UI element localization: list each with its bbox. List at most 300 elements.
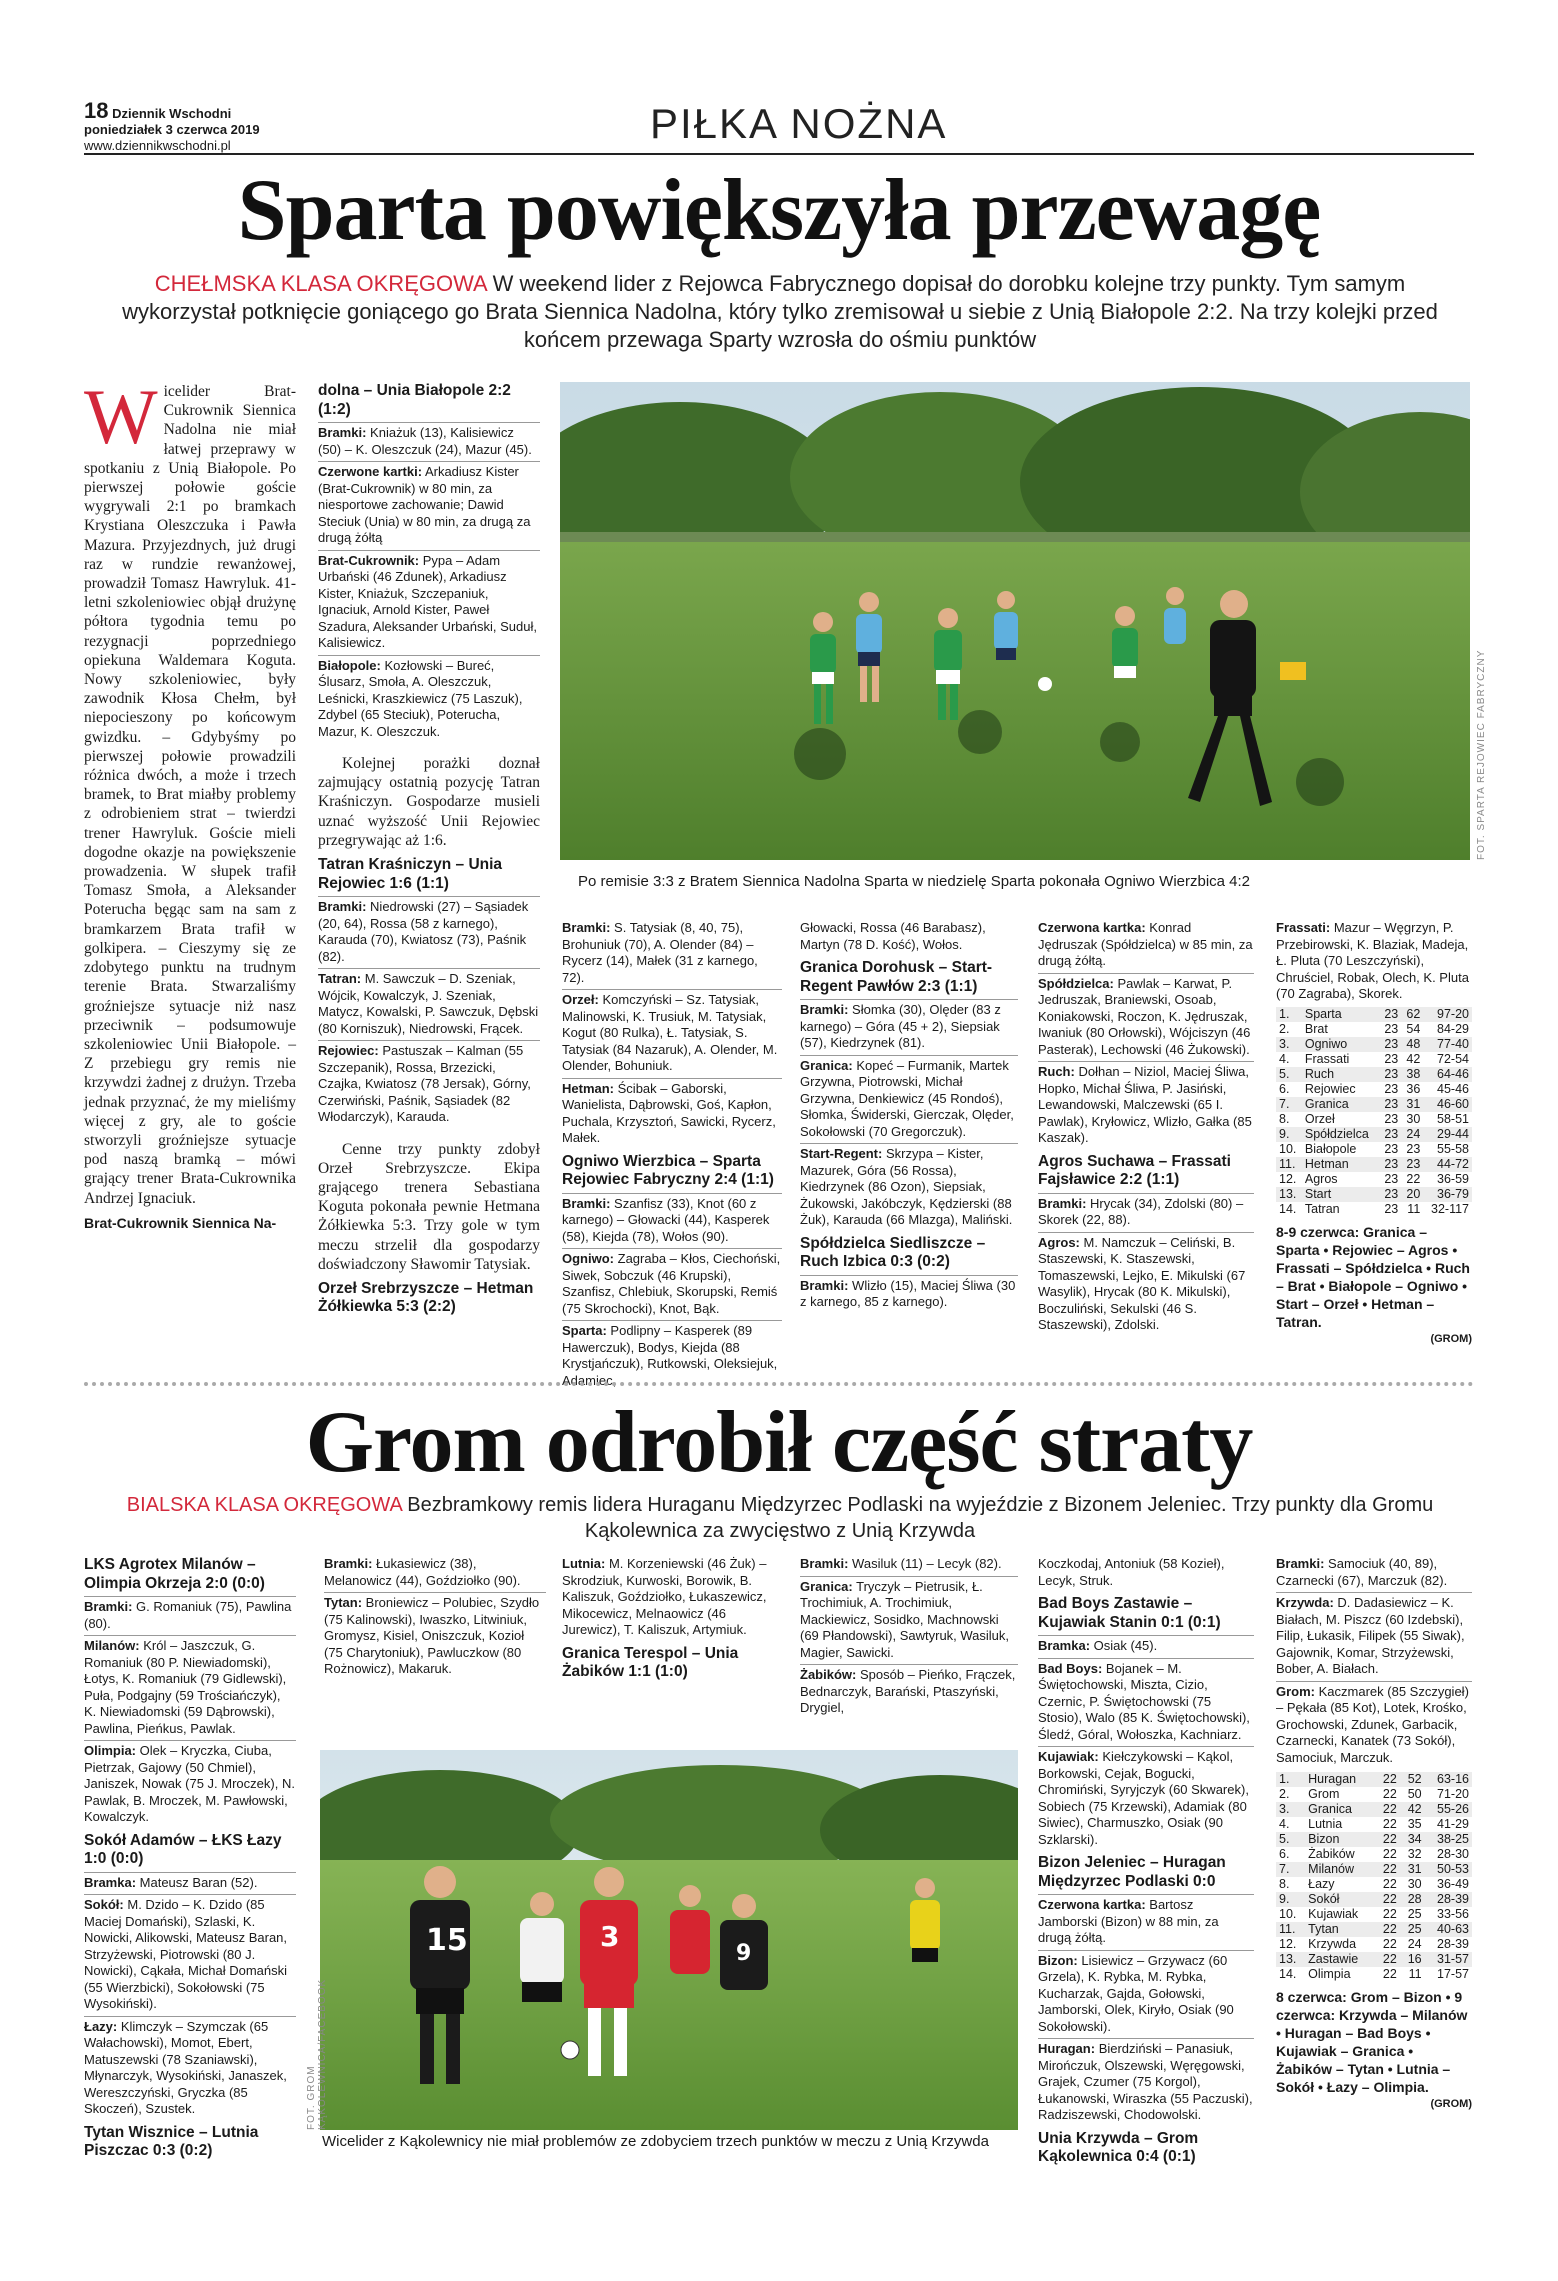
goals: Wlizło (15), Maciej Śliwa (30 z karnego, 85 z karnego).: [800, 1277, 1016, 1309]
label: Hetman:: [562, 1080, 615, 1096]
points-cell: 20: [1401, 1187, 1423, 1202]
author-sign-2: (GROM): [1430, 2098, 1472, 2110]
team-cell: Granica: [1302, 1097, 1379, 1112]
article2-headline: Grom odrobił część straty: [305, 1394, 1253, 1491]
lineup: M. Dzido – K. Dzido (85 Maciej Domański), Szlaski, K. Nowicki, Alikowski, Mateusz Baran, Strzyżewski, Piotrowski (80 J. Nowicki), Cąkała, Michał Domański (55 Wierzbicki), Sokołowski (75 Wysokiński).: [84, 1897, 288, 2011]
lineup: Kaczmarek (85 Szczygieł) – Pękała (85 Kot), Lotek, Krośko, Grochowski, Zdunek, Garbacik, Czarnecki, Kanatek (73 Sokół), Samociuk, Marczuk.: [1276, 1683, 1469, 1765]
lineup: M. Sawczuk – D. Szeniak, Wójcik, Kowalczyk, J. Szeniak, Matycz, Kowalski, P. Sawczuk, Dębski (80 Korniszuk), Niedrowski, Frącek.: [318, 971, 539, 1036]
points-cell: 30: [1407, 1877, 1422, 1891]
lineup: Podlipny – Kasperek (89 Hawerczuk), Bodys, Kiejda (88 Krystjańczuk), Rutkowski, Oleksiejuk, Adamiec,: [562, 1323, 778, 1388]
section-title: PIŁKA NOŻNA: [650, 100, 948, 147]
label: Sokół:: [84, 1897, 124, 1912]
lineup: M. Namczuk – Celiński, B. Staszewski, K. Staszewski, Tomaszewski, Lejko, E. Mikulski (67 Wasylik), Hrycak (80 K. Mikulski), Boczuliński, Sekulski (46 S. Staszewski), Zdolski.: [1038, 1234, 1246, 1332]
article2-photo-caption: Wicelider z Kąkolewnicy nie miał problemów ze zdobyciem trzech punktów w meczu z Unią Krzywda: [322, 2133, 989, 2150]
author-sign: (GROM): [1430, 1332, 1472, 1345]
team-cell: Olimpia: [1308, 1967, 1351, 1981]
pos-cell: 4.: [1279, 1817, 1290, 1831]
goals: Łukasiewicz (38), Melanowicz (44), Goździołko (90).: [324, 1556, 521, 1588]
header-rule: [84, 153, 1474, 155]
fixtures-list-1: Grom – Bizon • 9 czerwca:: [1276, 1989, 1463, 2023]
team-cell: Orzeł: [1304, 1111, 1335, 1126]
team-cell: Zastawie: [1305, 1952, 1375, 1967]
ball: [561, 2041, 579, 2059]
team-cell: Grom: [1308, 1787, 1340, 1801]
lineup: Mazur – Węgrzyn, P. Przebirowski, K. Blaziak, Madeja, Ł. Pluta (70 Leszczyński), Chruściel, Robak, Olech, K. Pluta (70 Zagraba), Skorek.: [1276, 920, 1469, 1001]
article2-col1: [84, 1556, 296, 2161]
article1-body1-tail: Brat-Cukrownik Siennica Na-: [84, 1214, 277, 1231]
pos-cell: 1.: [1276, 1772, 1305, 1787]
pos-cell: 14.: [1279, 1967, 1297, 1981]
points-cell: 54: [1406, 1021, 1421, 1036]
league-table-biala: [1276, 1772, 1472, 1982]
goals-cell: 45-46: [1437, 1081, 1469, 1096]
points-cell: 32: [1407, 1847, 1422, 1861]
team-cell: Sparta: [1302, 1007, 1379, 1022]
goals-cell: 28-39: [1425, 1892, 1472, 1907]
label: Czerwona kartka:: [1038, 1897, 1146, 1912]
pos-cell: 14.: [1279, 1201, 1297, 1216]
pos-cell: 2.: [1279, 1787, 1290, 1801]
goals-cell: 58-51: [1437, 1111, 1469, 1126]
goals-cell: 84-29: [1437, 1021, 1469, 1036]
ball: [1038, 677, 1052, 691]
goals-cell: 29-44: [1423, 1127, 1472, 1142]
team-cell: Tatran: [1304, 1201, 1340, 1216]
pos-cell: 13.: [1276, 1952, 1305, 1967]
pos-cell: 12.: [1279, 1937, 1297, 1951]
points-cell: 11: [1407, 1201, 1421, 1216]
played-cell: 22: [1382, 1817, 1397, 1831]
team-cell: Spółdzielca: [1302, 1127, 1379, 1142]
goals-cell: 28-30: [1437, 1847, 1469, 1861]
article1-headline: Sparta powiększyła przewagę: [237, 162, 1321, 259]
played-cell: 23: [1379, 1097, 1401, 1112]
team-cell: Ruch: [1302, 1067, 1379, 1082]
goals-cell: 97-20: [1423, 1007, 1472, 1022]
points-cell: 31: [1400, 1862, 1425, 1877]
points-cell: 25: [1400, 1922, 1425, 1937]
goals-cell: 36-79: [1423, 1187, 1472, 1202]
lineup: Zagraba – Kłos, Ciechoński, Siwek, Sobczuk (46 Krupski), Szanfisz, Chlebiuk, Skorupski, Remiś (75 Skrochocki), Knot, Bąk.: [562, 1251, 781, 1316]
article1-col6: [1276, 920, 1472, 1347]
goals: Kniażuk (13), Kalisiewicz (50) – K. Oleszczuk (24), Mazur (45).: [318, 425, 532, 457]
goals: Niedrowski (27) – Sąsiadek (20, 64), Rossa (58 z karnego), Karauda (70), Kwiatosz (73), Paśnik (82).: [318, 899, 529, 964]
article2-lead-text: Bezbramkowy remis lidera Huraganu Międzyrzec Podlaski na wyjeździe z Bizonem Jeleniec. Trzy punkty dla Gromu Kąkolewnica za zwycięstwo z Unią Krzywda: [407, 1494, 1434, 1542]
red-card: Bartosz Jamborski (Bizon) w 88 min, za drugą żółtą.: [1038, 1897, 1219, 1945]
goals-cell: 40-63: [1425, 1922, 1472, 1937]
points-cell: 25: [1407, 1907, 1422, 1921]
pos-cell: 7.: [1276, 1862, 1305, 1877]
goals-cell: 31-57: [1425, 1952, 1472, 1967]
table-row: [1276, 1877, 1472, 1892]
lineup: Kozłowski – Bureć, Ślusarz, Smoła, A. Oleszczuk, Leśnicki, Kraszkiewicz (75 Laszuk), Zdybel (65 Steciuk), Poterucha, Mazur, K. Oleszczuk.: [318, 657, 523, 739]
label: Bramka:: [84, 1874, 137, 1890]
pos-cell: 1.: [1276, 1007, 1302, 1022]
article1-col5: [1038, 920, 1254, 1334]
table-row: [1276, 1202, 1472, 1217]
pos-cell: 9.: [1276, 1127, 1302, 1142]
pos-cell: 2.: [1279, 1021, 1290, 1036]
played-cell: 23: [1379, 1127, 1401, 1142]
goals-cell: 32-117: [1431, 1201, 1469, 1216]
played-cell: 22: [1375, 1802, 1400, 1817]
points-cell: 22: [1406, 1171, 1421, 1186]
points-cell: 30: [1406, 1111, 1421, 1126]
lineup: Broniewicz – Polubiec, Szydło (75 Kalinowski), Iwaszko, Litwiniuk, Gromysz, Kisiel, Oniszczuk, Kozioł (75 Charytoniuk), Pawluczkow (80 Rożnowicz), Makaruk.: [324, 1595, 540, 1676]
team-cell: Start: [1302, 1187, 1379, 1202]
lineup: Skrzypa – Kister, Mazurek, Góra (56 Rossa), Kiedrzynek (86 Ozon), Siepsiak, Żukowski, Jakóbczyk, Kędzierski (88 Żuk), Karauda (66 Mlazga), Maliński.: [800, 1146, 1013, 1227]
article2-col4: [800, 1556, 1018, 1717]
lineup: Król – Jaszczuk, G. Romaniuk (80 P. Niewiadomski), Łotys, K. Romaniuk (79 Gidlewski), Puła, Podgajny (59 Trościańczyk), K. Niewiadomski (59 Dąbrowski), Pawlina, Pieńkus, Pawlak.: [84, 1638, 287, 1736]
lineup: Dołhan – Niziol, Maciej Śliwa, Hopko, Michał Śliwa, P. Jasiński, Lewandowski, Malczewski (65 I. Pawlak), Kryłowicz, Wlizło, Gałka (85 Kaszak).: [1038, 1064, 1252, 1145]
match-badboys-kujawiak: Bad Boys Zastawie – Kujawiak Stanin 0:1 (0:1): [1038, 1595, 1221, 1631]
match-tytan-lutnia: Tytan Wisznice – Lutnia Piszczac 0:3 (0:2): [84, 2123, 259, 2159]
label: Bramki:: [800, 1556, 849, 1571]
article2-col2: [324, 1556, 546, 1678]
played-cell: 23: [1384, 1201, 1399, 1216]
team-cell: Frassati: [1304, 1051, 1350, 1066]
played-cell: 22: [1375, 1862, 1400, 1877]
team-cell: Milanów: [1305, 1862, 1375, 1877]
table-row: [1276, 1157, 1472, 1172]
played-cell: 22: [1382, 1787, 1397, 1801]
lineup: Pastuszak – Kalman (55 Szczepanik), Rossa, Brzezicki, Czajka, Kwiatosz (78 Jersak), Górny, Czerwiński, Paśnik, Sąsiadek (82 Włodarczyk), Karauda.: [318, 1043, 531, 1125]
match-sokol-lazy: Sokół Adamów – ŁKS Łazy 1:0 (0:0): [84, 1831, 282, 1867]
points-cell: 23: [1406, 1141, 1421, 1156]
article1-text2: Kolejnej porażki doznał zajmujący ostatnią pozycję Tatran Kraśniczyn. Gospodarze musieli uznać wyższość Unii Rejowiec przegrywając aż 1:6.: [318, 755, 540, 849]
goals-cell: 55-26: [1425, 1802, 1472, 1817]
label: Żabików:: [800, 1667, 857, 1682]
goals-cell: 41-29: [1437, 1817, 1469, 1831]
lineup: Kiełczykowski – Kąkol, Borkowski, Cejak, Bogucki, Chromiński, Syryjczyk (60 Skwarek), Sobiech (75 Krzewski), Adamiak (80 Siwiec), Charmuszko, Osiak (90 Szklarski).: [1038, 1749, 1249, 1847]
table-row: [1276, 1967, 1472, 1982]
lineup: M. Korzeniewski (46 Żuk) – Skrodziuk, Kurwoski, Borowik, B. Kaliszuk, Goździołko, Łukaszewicz, Mikocewicz, Melnaowicz (46 Jurewicz), T. Kaliszuk, Artymiuk.: [562, 1556, 767, 1637]
lineup: Pypa – Adam Urbański (46 Zdunek), Arkadiusz Kister, Kniażuk, Szczepaniuk, Ignaciuk, Arnold Kister, Paweł Szadura, Aleksander Urbański, Suduł, Kalisiewicz.: [318, 552, 537, 650]
label: Bizon:: [1038, 1952, 1078, 1968]
goals-cell: 36-59: [1437, 1171, 1469, 1186]
player-green-3: [1112, 606, 1138, 678]
played-cell: 23: [1384, 1021, 1399, 1036]
played-cell: 22: [1375, 1952, 1400, 1967]
points-cell: 48: [1401, 1037, 1423, 1052]
article1-col3: [562, 920, 782, 1389]
article1-photo-caption: Po remisie 3:3 z Bratem Siennica Nadolna Sparta w niedzielę Sparta pokonała Ogniwo Wierzbica 4:2: [578, 873, 1251, 890]
table-row: [1276, 1832, 1472, 1847]
table-row: [1276, 1817, 1472, 1832]
label: Start-Regent:: [800, 1146, 883, 1161]
goals-cell: 64-46: [1423, 1067, 1472, 1082]
svg-text:9: 9: [736, 1941, 752, 1966]
points-cell: 16: [1400, 1952, 1425, 1967]
goals: Słomka (30), Olęder (83 z karnego) – Góra (45 + 2), Siepsiak (57), Kiedrzynek (81).: [800, 1002, 1001, 1050]
label: Łazy:: [84, 2018, 118, 2034]
lineup: Kopeć – Furmanik, Martek Grzywna, Piotrowski, Michał Grzywna, Denkiewicz (45 Rondoś), Słomka, Świderski, Gierczak, Olęder, Sokołowski (70 Gregorczuk).: [800, 1057, 1014, 1139]
team-cell: Białopole: [1304, 1141, 1357, 1156]
team-cell: Granica: [1305, 1802, 1375, 1817]
article1-text3: Cenne trzy punkty zdobył Orzeł Srebrzyszcze. Ekipa grającego trenera Sebastiana Koguta pokonała pewnie Hetmana Żółkiewka 5:3. Trzy gole w tym meczu strzelił dla gospodarzy doświadczony Sławomir Tatysiak.: [318, 1140, 540, 1273]
pos-cell: 6.: [1279, 1847, 1290, 1861]
played-cell: 23: [1384, 1171, 1399, 1186]
table-row: [1276, 1052, 1472, 1067]
table-row: [1276, 1187, 1472, 1202]
svg-text:3: 3: [600, 1920, 620, 1953]
goals-cell: 28-39: [1437, 1937, 1469, 1951]
table-row: [1276, 1172, 1472, 1187]
label: Bramki:: [800, 1277, 849, 1293]
match-ogniwo-sparta: Ogniwo Wierzbica – Sparta Rejowiec Fabryczny 2:4 (1:1): [562, 1152, 774, 1188]
paper-name: Dziennik Wschodni: [112, 106, 232, 121]
article2-photo: [320, 1750, 1018, 2130]
pos-cell: 5.: [1276, 1832, 1305, 1847]
fixtures-label: 8-9 czerwca:: [1276, 1223, 1360, 1240]
goals-cell: 17-57: [1437, 1967, 1469, 1981]
photo-credit-2: FOT. GROM KĄKOLEWNICA/FACEBOOK: [306, 1978, 328, 2130]
article2-kicker: BIALSKA KLASA OKRĘGOWA: [126, 1494, 402, 1516]
played-cell: 22: [1382, 1937, 1397, 1951]
played-cell: 22: [1382, 1847, 1397, 1861]
table-row: [1276, 1097, 1472, 1112]
played-cell: 23: [1379, 1037, 1401, 1052]
goals: G. Romaniuk (75), Pawlina (80).: [84, 1599, 292, 1631]
article2-col3: [562, 1556, 780, 1682]
label: Bramki:: [84, 1599, 133, 1614]
goals-cell: 46-60: [1423, 1097, 1472, 1112]
goals: S. Tatysiak (8, 40, 75), Brohuniuk (70), A. Olender (84) – Rycerz (14), Małek (31 z karnego, 72).: [562, 920, 758, 985]
lineup: Klimczyk – Szymczak (65 Wałachowski), Momot, Ebert, Matuszewski (78 Szaniawski), Młynarczyk, Wysokiński, Janaszek, Wereszczyński, Gryczka (85 Skoczeń), Szustek.: [84, 2018, 287, 2116]
goals-cell: 36-49: [1437, 1877, 1469, 1891]
team-cell: Tytan: [1305, 1922, 1375, 1937]
label: Bramki:: [800, 1002, 849, 1017]
label: Lutnia:: [562, 1556, 606, 1571]
points-cell: 28: [1400, 1892, 1425, 1907]
table-row: [1276, 1022, 1472, 1037]
football-photo-illustration: [560, 382, 1470, 860]
match-unia-grom: Unia Krzywda – Grom Kąkolewnica 0:4 (0:1): [1038, 2129, 1199, 2165]
pos-cell: 5.: [1276, 1067, 1302, 1082]
goals-cell: 55-58: [1437, 1141, 1469, 1156]
player-blue-3: [1164, 587, 1186, 644]
pos-cell: 10.: [1279, 1141, 1297, 1156]
label: Bramki:: [324, 1556, 373, 1571]
match-agros-frassati: Agros Suchawa – Frassati Fajsławice 2:2 (1:1): [1038, 1152, 1231, 1188]
match-granica-start: Granica Dorohusk – Start-Regent Pawłów 2:3 (1:1): [800, 959, 993, 995]
article2-lead: [100, 1492, 1460, 1544]
goals-cell: 50-53: [1425, 1862, 1472, 1877]
goals-cell: 72-54: [1437, 1051, 1469, 1066]
pos-cell: 10.: [1279, 1907, 1297, 1921]
goals: Osiak (45).: [1093, 1638, 1158, 1653]
lineup: Sposób – Pieńko, Frączek, Bednarczyk, Barański, Ptaszyński, Drygiel,: [800, 1667, 1016, 1715]
played-cell: 23: [1384, 1051, 1399, 1066]
fixtures-biala: [1276, 1988, 1472, 2096]
red-card: Konrad Jędruszak (Spółdzielca) w 85 min, za drugą żółtą.: [1038, 920, 1253, 968]
label: Grom:: [1276, 1683, 1315, 1699]
team-cell: Lutnia: [1308, 1817, 1343, 1831]
pos-cell: 6.: [1279, 1081, 1290, 1096]
points-cell: 36: [1406, 1081, 1421, 1096]
team-cell: Brat: [1304, 1021, 1328, 1036]
label: Ruch:: [1038, 1064, 1075, 1079]
label: Sparta:: [562, 1323, 607, 1338]
article1-body1: icelider Brat-Cukrownik Siennica Nadolna nie miał łatwej przeprawy w spotkaniu z Unią Białopole. Po pierwszej połowie goście wygrywali 2:1 po bramkach Krystiana Oleszczuka i Pawła Mazura. Przyjezdnych, już drugi raz w rundzie rewanżowej, prowadził Tomasz Hawryluk. 41-letni szkoleniowiec objął drużynę półtora tygodnia temu po rezygnacji poprzedniego opiekuna Waldemara Koguta. Nowy szkoleniowiec, były zawodnik Kłosa Chełm, był niepocieszony po końcowym gwizdku. – Gdybyśmy po pierwszej połowie prowadzili różnica dwóch, a może i trzech bramek, to Brat miałby problemy z odrobieniem strat – twierdzi trener Hawryluk. Goście mieli dogodne okazje na powiększenie prowadzenia. W słupek trafił Tomasz Smoła, a Aleksander Poterucha bęgąc sam na sam z bramkarzem Brata trafił w golkipera. – Cieszymy się ze zdobytego punktu na trudnym terenie Brata. Stwarzaliśmy groźniejsze sytuacje niż nasz przeciwnik – podsumowuje szkoleniowiec Unii Białopole. – Z przebiegu gry remis nie krzywdzi żadnej z drużyn. Trzeba jednak przyznać, że my mieliśmy więcej z gry, ale to goście stworzyli groźniejsze sytuacje pod naszą bramką – mówi grający trener Brata-Cukrownika Andrzej Ignaciuk.: [84, 383, 296, 1207]
table-row: [1276, 1142, 1472, 1157]
red-cards: Arkadiusz Kister (Brat-Cukrownik) w 80 min, za niesportowe zachowanie; Dawid Steciuk (Unia) w 80 min, za drugą za drugą żółtą: [318, 464, 531, 545]
issue-date: poniedziałek 3 czerwca 2019: [84, 122, 260, 137]
dropcap: W: [84, 373, 158, 460]
label: Frassati:: [1276, 920, 1331, 935]
points-cell: 52: [1400, 1772, 1425, 1787]
points-cell: 50: [1407, 1787, 1422, 1801]
match-bizon-huragan: Bizon Jeleniec – Huragan Międzyrzec Podlaski 0:0: [1038, 1854, 1226, 1890]
points-cell: 31: [1401, 1097, 1423, 1112]
team-cell: Sokół: [1305, 1892, 1375, 1907]
played-cell: 22: [1382, 1877, 1397, 1891]
label: Bramki:: [562, 1195, 611, 1211]
label: Czerwona kartka:: [1038, 920, 1146, 935]
played-cell: 22: [1375, 1772, 1400, 1787]
goals-cell: 71-20: [1437, 1787, 1469, 1801]
label: Bramki:: [1038, 1195, 1087, 1211]
table-row: [1276, 1082, 1472, 1097]
article1-body-col1: [84, 373, 296, 1233]
table-row: [1276, 1037, 1472, 1052]
label: Krzywda:: [1276, 1595, 1334, 1610]
team-cell: Krzywda: [1308, 1937, 1357, 1951]
lineup: Komczyński – Sz. Tatysiak, Malinowski, K. Trusiuk, M. Tatysiak, Kogut (80 Rulka), Ł. Tatysiak, S. Tatysiak (84 Nazaruk), A. Olender, M. Olender, Bohuniuk.: [562, 992, 778, 1073]
lineup: Olek – Kryczka, Ciuba, Pietrzak, Gajowy (50 Chmiel), Janiszek, Nowak (75 J. Mroczek), N. Pawlak, B. Mroczek, M. Pawłowski, Kowalczyk.: [84, 1743, 295, 1824]
lineup: Ścibak – Gaborski, Wanielista, Dąbrowski, Goś, Kapłon, Puchala, Krzysztoń, Sawicki, Rycerz, Małek.: [562, 1080, 776, 1145]
svg-text:15: 15: [426, 1923, 468, 1958]
label: Rejowiec:: [318, 1043, 379, 1059]
played-cell: 22: [1382, 1967, 1397, 1981]
label: Brat-Cukrownik:: [318, 552, 420, 568]
table-row: [1276, 1847, 1472, 1862]
lineup: Tryczyk – Pietrusik, Ł. Trochimiuk, A. Trochimiuk, Mackiewicz, Sosidko, Machnowski (69 Płandowski), Sawtyruk, Wasiluk, Magier, Sawicki.: [800, 1578, 1010, 1660]
article2-col6: [1276, 1556, 1472, 2113]
lineup-cont: Głowacki, Rossa (46 Barabasz), Martyn (78 D. Kość), Wołos.: [800, 920, 986, 952]
played-cell: 23: [1379, 1157, 1401, 1172]
label: Bramki:: [562, 920, 611, 935]
played-cell: 22: [1375, 1892, 1400, 1907]
pos-cell: 9.: [1276, 1892, 1305, 1907]
table-row: [1276, 1952, 1472, 1967]
team-cell: Łazy: [1308, 1877, 1335, 1891]
label: Bramki:: [318, 425, 367, 440]
article1-photo: [560, 382, 1470, 860]
goals-cell: 63-16: [1425, 1772, 1472, 1787]
label: Tatran:: [318, 971, 362, 987]
match-brat-unia: dolna – Unia Białopole 2:2 (1:2): [318, 382, 511, 418]
team-cell: Kujawiak: [1308, 1907, 1359, 1921]
label: Granica:: [800, 1057, 853, 1073]
label: Granica:: [800, 1578, 853, 1594]
played-cell: 22: [1382, 1907, 1397, 1921]
table-row: [1276, 1127, 1472, 1142]
article1-col2: [318, 382, 540, 1317]
team-cell: Bizon: [1305, 1832, 1375, 1847]
table-row: [1276, 1787, 1472, 1802]
table-row: [1276, 1007, 1472, 1022]
label: Bramka:: [1038, 1638, 1091, 1653]
pos-cell: 3.: [1276, 1802, 1305, 1817]
points-cell: 23: [1401, 1157, 1423, 1172]
article1-lead: [100, 270, 1460, 354]
label: Huragan:: [1038, 2041, 1096, 2056]
points-cell: 11: [1408, 1967, 1422, 1981]
lineup: Bierdziński – Panasiuk, Mirończuk, Olszewski, Węręgowski, Grajek, Czumer (75 Korgol), Łukanowski, Wiraszka (55 Paczuski), Radziszewski, Chodowolski.: [1038, 2041, 1253, 2122]
table-row: [1276, 1892, 1472, 1907]
fixtures-list: Granica – Sparta • Rejowiec – Agros • Frassati – Spółdzielca • Ruch – Brat • Białopole – Ogniwo • Start – Orzeł • Hetman – Tatran.: [1276, 1223, 1470, 1330]
match-tatran-unia: Tatran Kraśniczyn – Unia Rejowiec 1:6 (1:1): [318, 856, 503, 892]
article1-col4: [800, 920, 1018, 1311]
table-row: [1276, 1862, 1472, 1877]
fixtures-label: 8 czerwca:: [1276, 1989, 1347, 2005]
goals-cell: 38-25: [1425, 1832, 1472, 1847]
team-cell: Ogniwo: [1302, 1037, 1379, 1052]
played-cell: 23: [1379, 1007, 1401, 1022]
fixtures-list-2: Krzywda – Milanów • Huragan – Bad Boys • Kujawiak – Granica • Żabików – Tytan • Lutnia – Sokół • Łazy – Olimpia.: [1276, 2007, 1468, 2095]
points-cell: 38: [1401, 1067, 1423, 1082]
played-cell: 23: [1384, 1111, 1399, 1126]
fixtures-chelm: [1276, 1223, 1472, 1331]
played-cell: 22: [1375, 1832, 1400, 1847]
played-cell: 22: [1375, 1922, 1400, 1937]
lineup-cont: Koczkodaj, Antoniuk (58 Kozieł), Lecyk, Struk.: [1038, 1556, 1225, 1588]
played-cell: 23: [1384, 1141, 1399, 1156]
article2-col5: [1038, 1556, 1254, 2167]
photo-credit: FOT. SPARTA REJOWIEC FABRYCZNY: [1476, 649, 1487, 860]
pos-cell: 8.: [1279, 1877, 1290, 1891]
pos-cell: 11.: [1276, 1922, 1305, 1937]
goals-cell: 33-56: [1437, 1907, 1469, 1921]
lineup: Bojanek – M. Świętochowski, Miszta, Cizio, Czernic, P. Świętochowski (75 Stosio), Walo (85 K. Świętochowski), Śledź, Góral, Wołoszka, Kachniarz.: [1038, 1660, 1250, 1742]
pos-cell: 3.: [1276, 1037, 1302, 1052]
table-row: [1276, 1772, 1472, 1787]
pos-cell: 11.: [1276, 1157, 1302, 1172]
table-row: [1276, 1937, 1472, 1952]
points-cell: 35: [1407, 1817, 1422, 1831]
pos-cell: 12.: [1279, 1171, 1297, 1186]
lineup: D. Dadasiewicz – K. Białach, M. Piszcz (60 Izdebski), Filip, Łukasik, Filipek (55 Siwak), Gajownik, Komar, Strzyżewski, Bober, A. Białach.: [1276, 1595, 1465, 1676]
article1-lead-text: W weekend lider z Rejowca Fabrycznego dopisał do dorobku kolejne trzy punkty. Tym samym wykorzystał potknięcie goniącego go Brata Siennica Nadolna, który tylko zremisował u siebie z Unią Białopole 2:2. Na trzy kolejki przed końcem przewaga Sparty wzrosła do ośmiu punktów: [122, 271, 1438, 352]
pos-cell: 4.: [1279, 1051, 1290, 1066]
team-cell: Rejowiec: [1304, 1081, 1356, 1096]
table-row: [1276, 1112, 1472, 1127]
label: Orzeł:: [562, 992, 599, 1007]
label: Olimpia:: [84, 1743, 137, 1758]
label: Kujawiak:: [1038, 1749, 1099, 1764]
team-cell: Hetman: [1302, 1157, 1379, 1172]
pos-cell: 8.: [1279, 1111, 1290, 1126]
section-separator: [84, 1382, 1474, 1386]
page-number: 18: [84, 98, 109, 123]
label: Czerwone kartki:: [318, 464, 423, 479]
label: Białopole:: [318, 657, 381, 673]
match-granica-zabikow: Granica Terespol – Unia Żabików 1:1 (1:0): [562, 1644, 739, 1680]
points-cell: 24: [1401, 1127, 1423, 1142]
goals: Mateusz Baran (52).: [139, 1874, 258, 1890]
match-orzel-hetman: Orzeł Srebrzyszcze – Hetman Żółkiewka 5:3 (2:2): [318, 1279, 534, 1316]
paper-url[interactable]: www.dziennikwschodni.pl: [84, 138, 231, 153]
goals: Samociuk (40, 89), Czarnecki (67), Marczuk (82).: [1276, 1556, 1448, 1588]
label: Spółdzielca:: [1038, 975, 1114, 991]
match-milanow-okrzeja: LKS Agrotex Milanów – Olimpia Okrzeja 2:0 (0:0): [84, 1556, 265, 1592]
table-row: [1276, 1922, 1472, 1937]
label: Ogniwo:: [562, 1251, 614, 1266]
goals-cell: 77-40: [1423, 1037, 1472, 1052]
goals: Szanfisz (33), Knot (60 z karnego) – Głowacki (44), Kasperek (58), Kiejda (78), Wołos (90).: [562, 1195, 770, 1244]
lineup: Pawlak – Karwat, P. Jedruszak, Braniewski, Osoab, Koniakowski, Roczon, K. Jędruszak, Iwaniuk (80 Orłowski), Wójciszyn (46 Pasterak), Lechowski (46 Żukowski).: [1038, 975, 1251, 1057]
